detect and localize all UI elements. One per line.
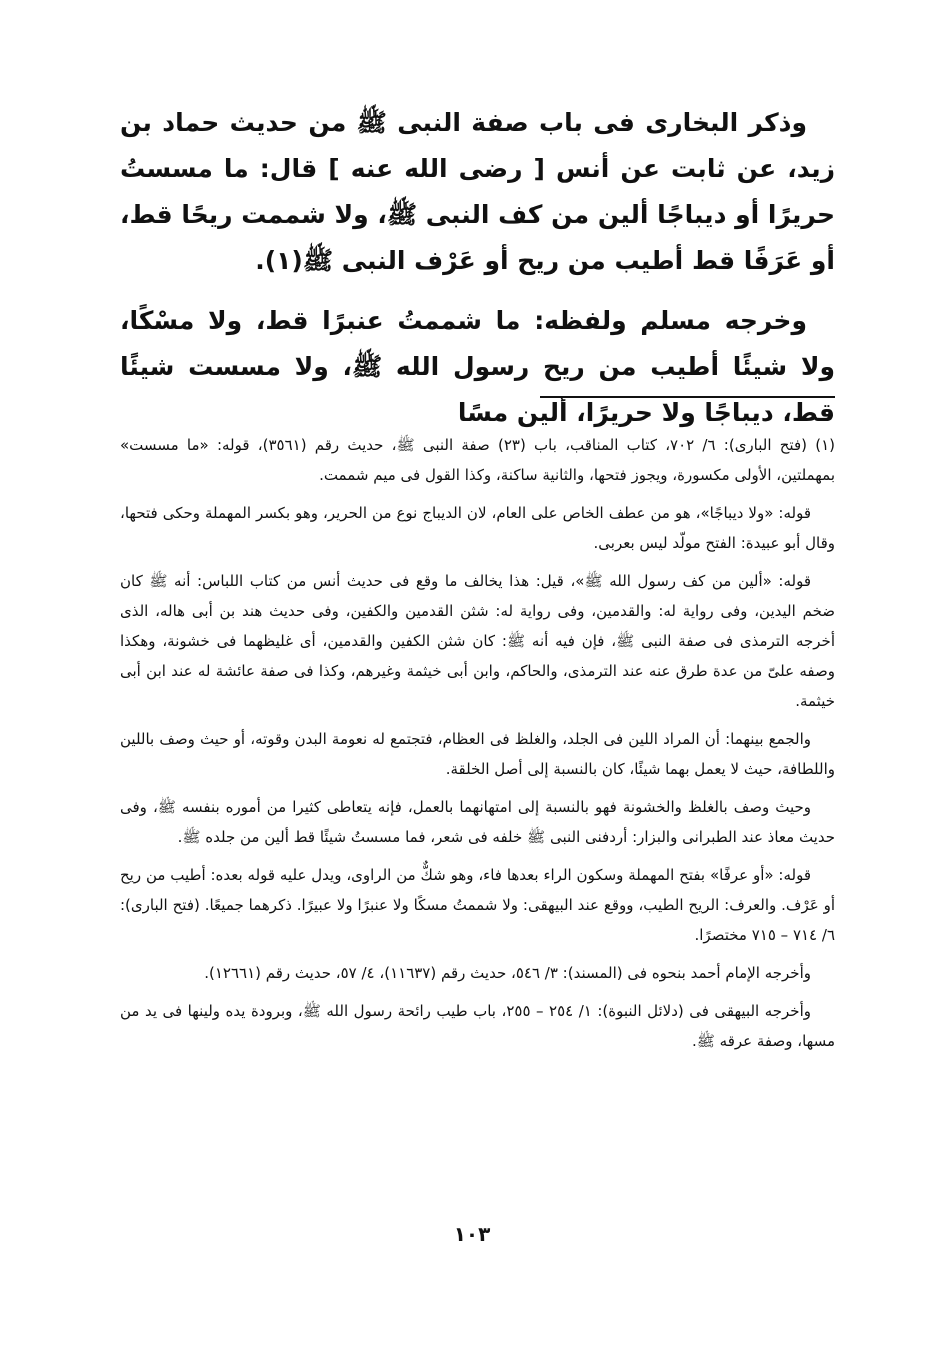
main-paragraph-1: وذكر البخارى فى باب صفة النبى ﷺ من حديث حماد بن زيد، عن ثابت عن أنس [ رضى الله عنه ] قال: ما مسستُ حريرًا أو ديباجًا ألين من كف النبى ﷺ، ولا شممت ريحًا قط، أو عَرَفًا قط أطيب من ريح أو عَرْف النبى ﷺ(١). bbox=[120, 108, 835, 275]
footnote-paragraph-8: وأخرجه البيهقى فى (دلائل النبوة): ١/ ٢٥٤ – ٢٥٥، باب طيب رائحة رسول الله ﷺ، وبرودة يده ولينها فى يد من مسها، وصفة عرقه ﷺ. bbox=[120, 1002, 835, 1050]
footnote-paragraph-3: قوله: «ألين من كف رسول الله ﷺ»، قيل: هذا يخالف ما وقع فى حديث أنس من كتاب اللباس: أنه ﷺ كان ضخم اليدين، وفى رواية له: والقدمين، وفى رواية له: شثن القدمين والكفين، وفى حديث هند بن أبى هاله، الذى أخرجه الترمذى فى صفة النبى ﷺ، فإن فيه أنه ﷺ: كان شثن الكفين والقدمين، أى غليظهما فى خشونة، وهكذا وصفه علىّ من عدة طرق عنه عند الترمذى، والحاكم، وابن أبى خيثمة وغيرهم، وكذا فى صفة عائشة له عند ابن أبى خيثمة. bbox=[120, 572, 835, 710]
footnote-divider bbox=[540, 396, 835, 398]
footnote-paragraph-4: والجمع بينهما: أن المراد اللين فى الجلد، والغلظ فى العظام، فتجتمع له نعومة البدن وقوته، أو حيث وصف باللين واللطافة، حيث لا يعمل بهما شيئًا، كان بالنسبة إلى أصل الخلقة. bbox=[120, 730, 835, 778]
footnote-paragraph-6: قوله: «أو عرفًا» بفتح المهملة وسكون الراء بعدها فاء، وهو شكٌّ من الراوى، ويدل عليه قوله بعده: أطيب من ريح أو عَرْف. والعرف: الريح الطيب، ووقع عند البيهقى: ولا شممتُ مسكًا ولا عنبرًا ولا عبيرًا. ذكرهما جميعًا. (فتح البارى): ٦/ ٧١٤ – ٧١٥ مختصرًا. bbox=[120, 866, 835, 944]
footnote-paragraph-7: وأخرجه الإمام أحمد بنحوه فى (المسند): ٣/ ٥٤٦، حديث رقم (١١٦٣٧)، ٤/ ٥٧، حديث رقم (١٢٦٦١). bbox=[204, 964, 811, 982]
footnote-1: (١) (فتح البارى): ٦/ ٧٠٢، كتاب المناقب، باب (٢٣) صفة النبى ﷺ، حديث رقم (٣٥٦١)، قوله: «ما مسست» بمهملتين، الأولى مكسورة، ويجوز فتحها، والثانية ساكنة، وكذا القول فى ميم شممت. bbox=[120, 436, 835, 484]
footnote-paragraph-2: قوله: «ولا ديباجًا»، هو من عطف الخاص على العام، لان الديباج نوع من الحرير، وهو بكسر المهملة وحكى فتحها، وقال أبو عبيدة: الفتح مولّد ليس بعربى. bbox=[120, 504, 835, 552]
main-paragraph-2: وخرجه مسلم ولفظه: ما شممتُ عنبرًا قط، ولا مسْكًا، ولا شيئًا أطيب من ريح رسول الله ﷺ، ولا مسست شيئًا قط، ديباجًا ولا حريرًا، ألين مسًا bbox=[120, 306, 835, 427]
footnote-paragraph-5: وحيث وصف بالغلظ والخشونة فهو بالنسبة إلى امتهانهما بالعمل، فإنه يتعاطى كثيرا من أموره بنفسه ﷺ، وفى حديث معاذ عند الطبرانى والبزار: أردفنى النبى ﷺ خلفه فى شعر، فما مسستُ شيئًا قط ألين من جلده ﷺ. bbox=[120, 798, 835, 846]
footnotes-block bbox=[120, 430, 835, 1064]
page-number: ١٠٣ bbox=[453, 1222, 491, 1246]
